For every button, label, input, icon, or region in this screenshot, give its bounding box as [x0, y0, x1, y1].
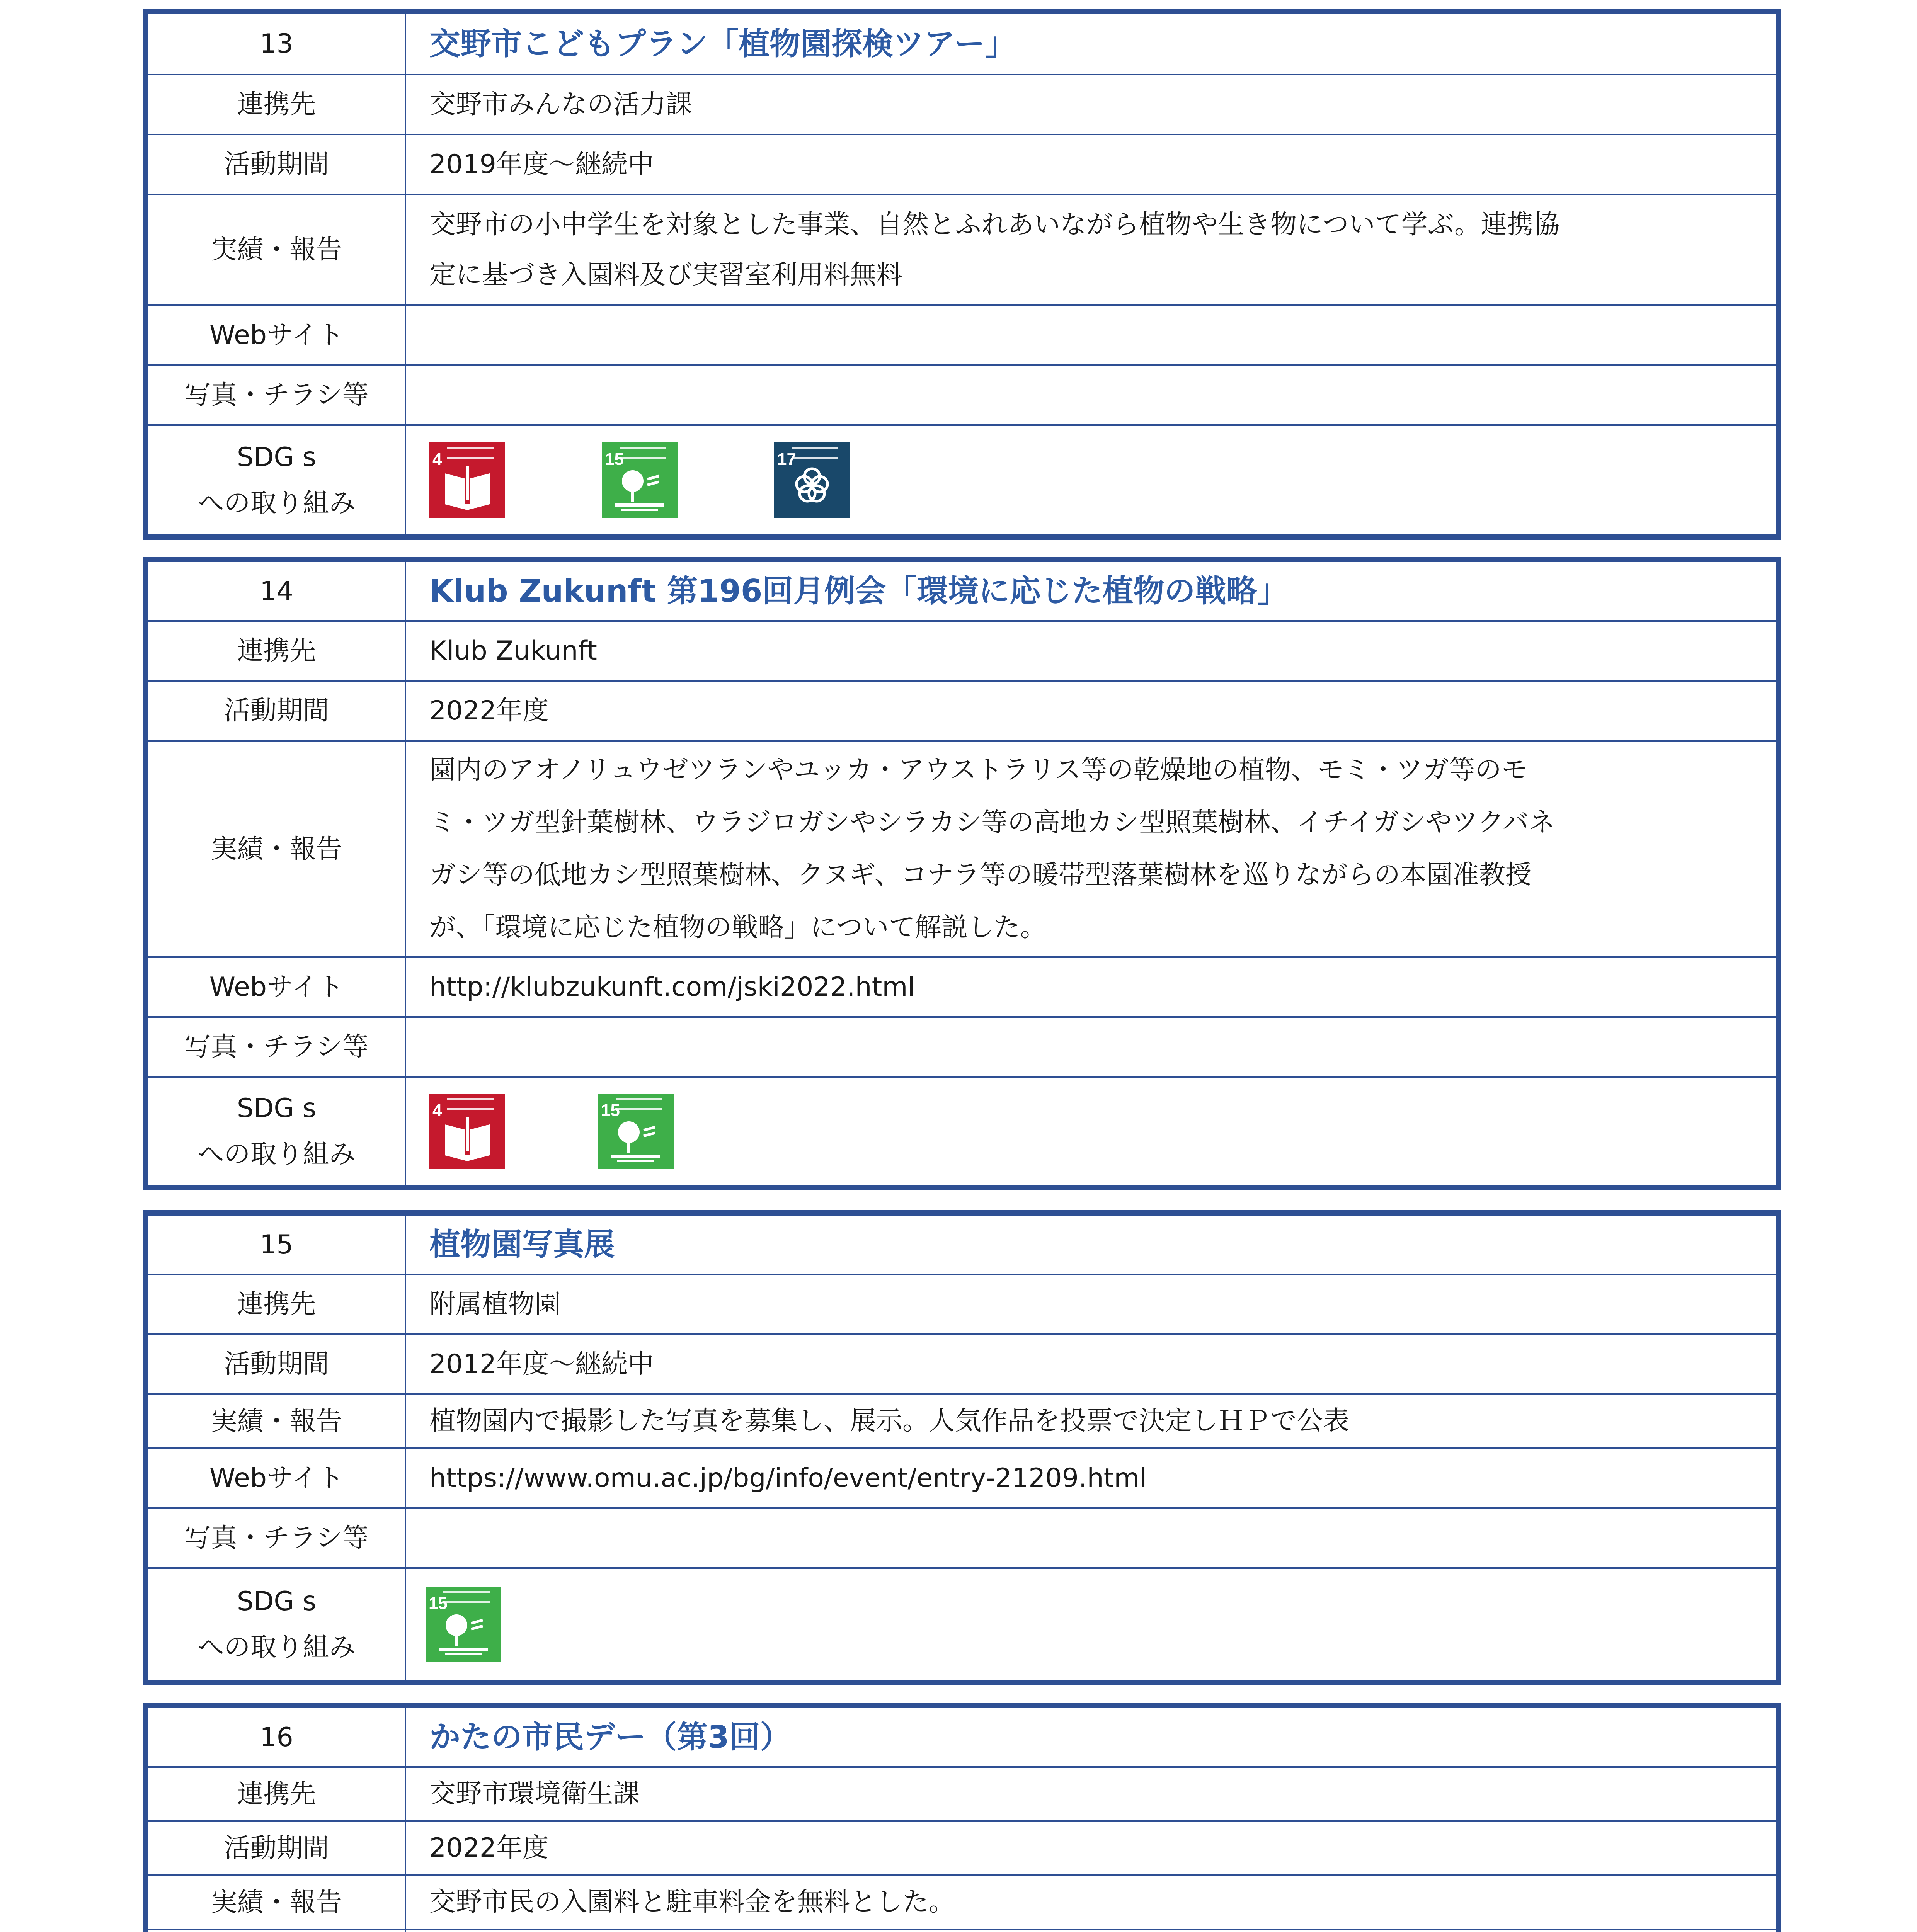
entry-card-16: [143, 1703, 1781, 1932]
quality-education-book-icon: 4: [429, 1094, 505, 1169]
photos-value: [406, 1018, 1776, 1076]
sdg-icons: [406, 426, 1776, 534]
report-line: が、「環境に応じた植物の戦略」について解説した。: [429, 912, 1047, 943]
life-on-land-tree-icon: 15: [426, 1587, 501, 1662]
photos-label: 写真・チラシ等: [148, 1509, 406, 1567]
entry-number: 16: [148, 1708, 406, 1766]
website-label: Webサイト: [148, 1449, 406, 1507]
entry-card-13: [143, 9, 1781, 540]
period-value: 2012年度～継続中: [429, 1349, 654, 1379]
partner-value: 附属植物園: [429, 1289, 561, 1320]
sdg-label: [148, 426, 406, 534]
period-label: 活動期間: [148, 135, 406, 194]
partner-label: 連携先: [148, 1275, 406, 1333]
sdg-label: [148, 1569, 406, 1680]
entry-title: 交野市こどもプラン「植物園探検ツアー」: [429, 26, 1016, 62]
report-label: 実績・報告: [148, 1876, 406, 1929]
sdg-icons: [406, 1078, 1776, 1185]
report-line: ミ・ツガ型針葉樹林、ウラジロガシやシラカシ等の高地カシ型照葉樹林、イチイガシやツクバネ: [429, 807, 1555, 838]
entry-title: 植物園写真展: [429, 1226, 615, 1262]
sdg-label-line2: への取り組み: [197, 488, 356, 519]
report-label: 実績・報告: [148, 742, 406, 956]
sdg-label-line1: SDG s: [237, 442, 317, 473]
report-value: [406, 195, 1776, 304]
period-value: 2019年度～継続中: [429, 149, 654, 180]
partnerships-flower-icon: 17: [774, 442, 850, 518]
entry-title: かたの市民デー（第3回）: [429, 1719, 791, 1755]
life-on-land-tree-icon: 15: [602, 442, 678, 518]
report-line: 園内のアオノリュウゼツランやユッカ・アウストラリス等の乾燥地の植物、モミ・ツガ等のモ: [429, 755, 1528, 785]
life-on-land-tree-icon: 15: [598, 1094, 674, 1169]
sdg-label-line2: への取り組み: [197, 1139, 356, 1170]
period-label: 活動期間: [148, 1822, 406, 1874]
period-value: 2022年度: [429, 1833, 549, 1864]
report-value: [406, 1395, 1776, 1447]
sdg-label-line1: SDG s: [237, 1093, 317, 1124]
entry-card-14: [143, 557, 1781, 1190]
quality-education-book-icon: 4: [429, 442, 505, 518]
photos-value: [406, 1509, 1776, 1567]
website-value: [406, 306, 1776, 364]
partner-value: 交野市環境衛生課: [429, 1779, 640, 1810]
sdg-icons: [406, 1569, 1776, 1680]
period-label: 活動期間: [148, 1335, 406, 1393]
website-label: Webサイト: [148, 306, 406, 364]
website-value: [406, 1930, 1776, 1932]
partner-value: 交野市みんなの活力課: [429, 89, 693, 120]
partner-label: 連携先: [148, 622, 406, 680]
sdg-label-line2: への取り組み: [197, 1632, 356, 1663]
report-line: ガシ等の低地カシ型照葉樹林、クヌギ、コナラ等の暖帯型落葉樹林を巡りながらの本園准教授: [429, 860, 1532, 890]
entry-card-15: [143, 1210, 1781, 1685]
sdg-label: [148, 1078, 406, 1185]
report-line: 交野市の小中学生を対象とした事業、自然とふれあいながら植物や生き物について学ぶ。連携協: [429, 209, 1560, 240]
report-value: [406, 1876, 1776, 1929]
report-line: 植物園内で撮影した写真を募集し、展示。人気作品を投票で決定しＨＰで公表: [429, 1406, 1350, 1437]
period-label: 活動期間: [148, 682, 406, 740]
website-label: Webサイト: [148, 958, 406, 1016]
report-line: 定に基づき入園料及び実習室利用料無料: [429, 259, 903, 290]
entry-number: 14: [148, 562, 406, 620]
website-link[interactable]: http://klubzukunft.com/jski2022.html: [429, 971, 915, 1002]
partner-label: 連携先: [148, 1768, 406, 1820]
photos-value: [406, 366, 1776, 424]
report-label: 実績・報告: [148, 195, 406, 304]
report-value: [406, 742, 1776, 956]
partner-label: 連携先: [148, 75, 406, 134]
website-link[interactable]: https://www.omu.ac.jp/bg/info/event/entry-21209.html: [429, 1463, 1147, 1493]
report-line: 交野市民の入園料と駐車料金を無料とした。: [429, 1887, 955, 1918]
entry-title: Klub Zukunft 第196回月例会「環境に応じた植物の戦略」: [429, 573, 1288, 609]
partner-value: Klub Zukunft: [429, 635, 597, 666]
period-value: 2022年度: [429, 695, 549, 726]
entry-number: 15: [148, 1216, 406, 1274]
photos-label: 写真・チラシ等: [148, 1018, 406, 1076]
website-label: [148, 1930, 406, 1932]
sdg-label-line1: SDG s: [237, 1586, 317, 1617]
report-label: 実績・報告: [148, 1395, 406, 1447]
photos-label: 写真・チラシ等: [148, 366, 406, 424]
entry-number: 13: [148, 14, 406, 74]
